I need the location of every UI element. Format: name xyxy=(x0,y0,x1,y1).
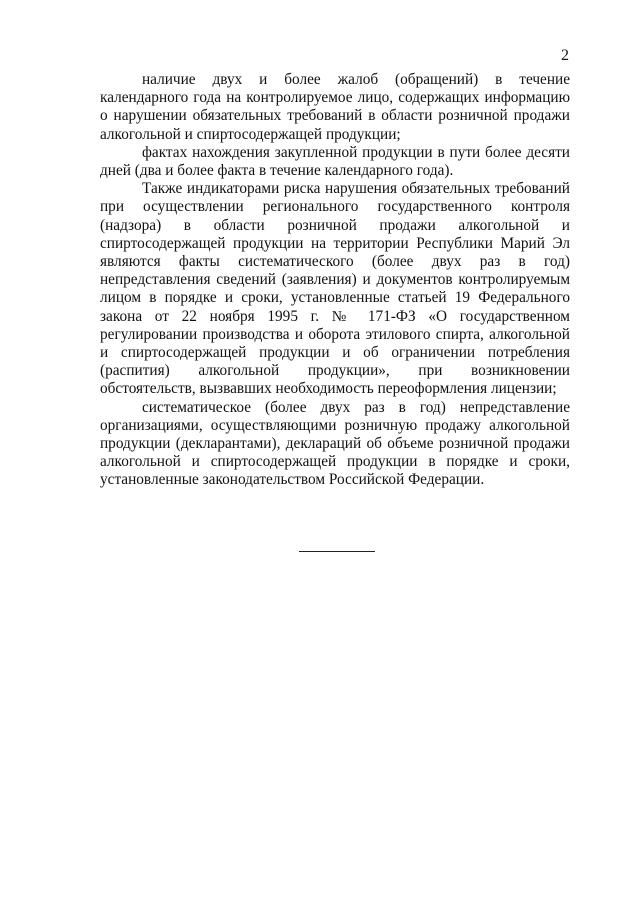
end-separator-line xyxy=(299,551,375,552)
page-number: 2 xyxy=(561,47,569,64)
paragraph-transit: фактах нахождения закупленной продукции в пути более десяти дней (два и более факта в течение календарного года). xyxy=(100,143,570,180)
paragraph-risk-indicators: Также индикаторами риска нарушения обязательных требований при осуществлении регионального государственного контроля (надзора) в области розничной продажи алкогольной и спиртосодержащей продукции на территории Республики Марий Эл являются факты систематического (более двух раз в год) непредставления сведений (заявления) и документов контролируемым лицом в порядке и сроки, установленные статьей 19 Федерального закона от 22 ноября 1995 г. № 171-ФЗ «О государственном регулировании производства и оборота этилового спирта, алкогольной и спиртосодержащей продукции и об ограничении потребления (распития) алкогольной продукции», при возникновении обстоятельств, вызвавших необходимость переоформления лицензии; xyxy=(100,180,570,398)
paragraph-complaints: наличие двух и более жалоб (обращений) в течение календарного года на контролируемое лицо, содержащих информацию о нарушении обязательных требований в области розничной продажи алкогольной и спиртосодержащей продукции; xyxy=(100,71,570,143)
document-body xyxy=(100,71,570,490)
paragraph-declarations: систематическое (более двух раз в год) непредставление организациями, осуществляющими розничную продажу алкогольной продукции (декларантами), деклараций об объеме розничной продажи алкогольной и спиртосодержащей продукции в порядке и сроки, установленные законодательством Российской Федерации. xyxy=(100,398,570,489)
